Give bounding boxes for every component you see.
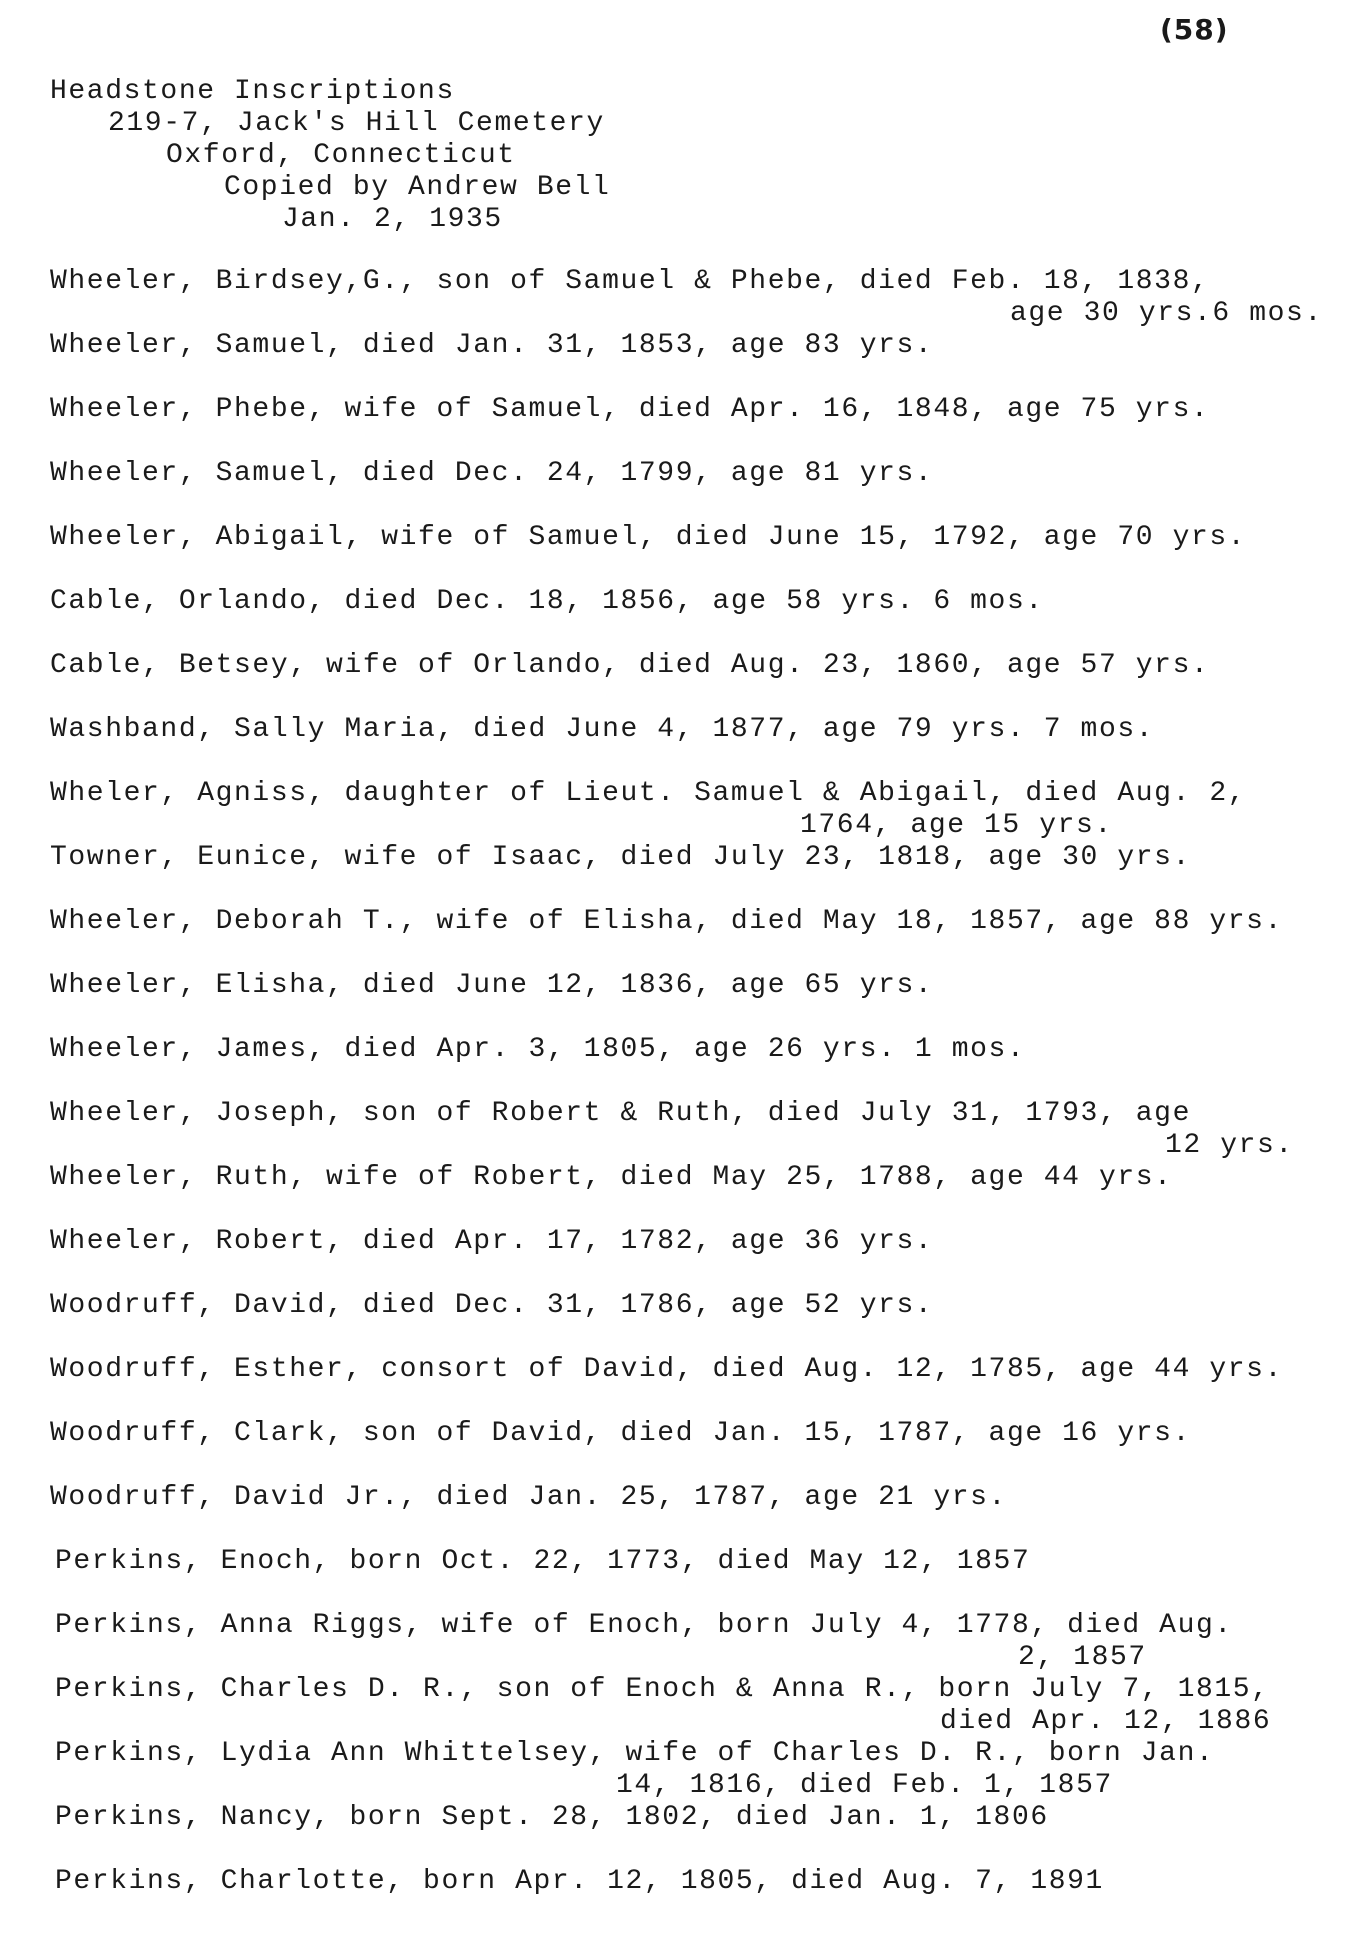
inscription-entry: Cable, Orlando, died Dec. 18, 1856, age 58 yrs. 6 mos. [50,586,1044,617]
inscription-entry: Wheeler, Samuel, died Jan. 31, 1853, age 83 yrs. [50,330,934,361]
inscription-entry: Wheeler, Birdsey,G., son of Samuel & Phebe, died Feb. 18, 1838, [50,266,1210,297]
inscription-entry: Perkins, Nancy, born Sept. 28, 1802, died Jan. 1, 1806 [55,1802,1049,1833]
inscription-entry: Perkins, Enoch, born Oct. 22, 1773, died May 12, 1857 [55,1546,1031,1577]
header-cemetery: 219-7, Jack's Hill Cemetery [108,108,605,139]
inscription-entry: Perkins, Charlotte, born Apr. 12, 1805, died Aug. 7, 1891 [55,1866,1104,1897]
inscription-entry: Woodruff, David, died Dec. 31, 1786, age 52 yrs. [50,1290,934,1321]
inscription-entry: Wheeler, Robert, died Apr. 17, 1782, age 36 yrs. [50,1226,934,1257]
inscription-entry: Wheeler, James, died Apr. 3, 1805, age 26 yrs. 1 mos. [50,1034,1026,1065]
inscription-entry: Woodruff, Clark, son of David, died Jan. 15, 1787, age 16 yrs. [50,1418,1191,1449]
inscription-entry: Perkins, Anna Riggs, wife of Enoch, born July 4, 1778, died Aug. [55,1610,1233,1641]
header-date: Jan. 2, 1935 [282,204,503,235]
inscription-entry: Wheeler, Deborah T., wife of Elisha, died May 18, 1857, age 88 yrs. [50,906,1283,937]
inscription-entry: Towner, Eunice, wife of Isaac, died July 23, 1818, age 30 yrs. [50,842,1191,873]
inscription-entry: Woodruff, Esther, consort of David, died Aug. 12, 1785, age 44 yrs. [50,1354,1283,1385]
inscription-entry: Wheeler, Samuel, died Dec. 24, 1799, age 81 yrs. [50,458,934,489]
inscription-entry: Woodruff, David Jr., died Jan. 25, 1787, age 21 yrs. [50,1482,1007,1513]
inscription-continuation: 12 yrs. [1165,1130,1294,1161]
inscription-entry: Wheler, Agniss, daughter of Lieut. Samuel & Abigail, died Aug. 2, [50,778,1247,809]
header-copied-by: Copied by Andrew Bell [224,172,611,203]
inscription-entry: Perkins, Charles D. R., son of Enoch & Anna R., born July 7, 1815, [55,1674,1270,1705]
inscription-continuation: 1764, age 15 yrs. [800,810,1113,841]
inscription-entry: Wheeler, Joseph, son of Robert & Ruth, died July 31, 1793, age [50,1098,1191,1129]
inscription-continuation: 14, 1816, died Feb. 1, 1857 [616,1770,1113,1801]
inscription-continuation: died Apr. 12, 1886 [940,1706,1272,1737]
inscription-continuation: age 30 yrs.6 mos. [1010,298,1323,329]
inscription-entry: Washband, Sally Maria, died June 4, 1877, age 79 yrs. 7 mos. [50,714,1155,745]
header-location: Oxford, Connecticut [166,140,516,171]
inscription-entry: Wheeler, Ruth, wife of Robert, died May 25, 1788, age 44 yrs. [50,1162,1173,1193]
inscription-continuation: 2, 1857 [1018,1642,1147,1673]
page-number: (58) [1160,13,1229,46]
inscription-entry: Cable, Betsey, wife of Orlando, died Aug. 23, 1860, age 57 yrs. [50,650,1210,681]
inscription-entry: Wheeler, Phebe, wife of Samuel, died Apr. 16, 1848, age 75 yrs. [50,394,1210,425]
inscription-entry: Perkins, Lydia Ann Whittelsey, wife of Charles D. R., born Jan. [55,1738,1215,1769]
inscription-entry: Wheeler, Elisha, died June 12, 1836, age 65 yrs. [50,970,934,1001]
header-title: Headstone Inscriptions [50,76,455,107]
inscription-entry: Wheeler, Abigail, wife of Samuel, died June 15, 1792, age 70 yrs. [50,522,1247,553]
